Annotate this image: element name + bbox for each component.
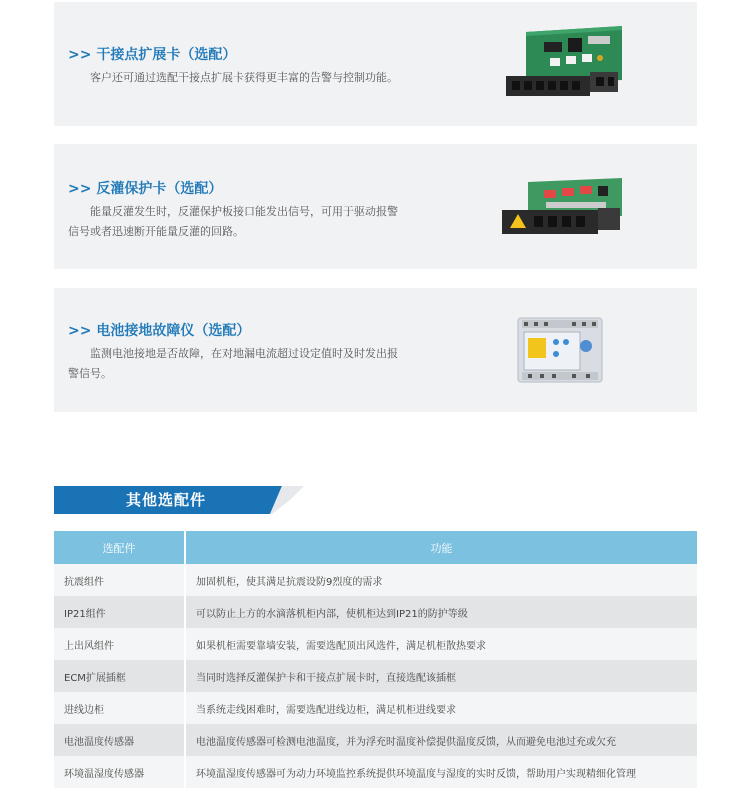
card-backfeed-protection (54, 144, 697, 269)
option-name: 抗震组件 (54, 564, 185, 596)
option-name: IP21组件 (54, 596, 185, 628)
option-name: 环境温湿度传感器 (54, 756, 185, 788)
table-row (54, 564, 697, 596)
card-title: >> 反灌保护卡（选配） (68, 181, 223, 197)
card-description: 监测电池接地是否故障，在对地漏电流超过设定值时及时发出报警信号。 (68, 347, 398, 380)
option-name: 上出风组件 (54, 628, 185, 660)
table-row (54, 628, 697, 660)
option-function: 电池温度传感器可检测电池温度，并为浮充时温度补偿提供温度反馈，从而避免电池过充或欠充 (185, 724, 697, 756)
option-function: 加固机柜，使其满足抗震设防9烈度的需求 (185, 564, 697, 596)
option-function: 如果机柜需要靠墙安装，需要选配顶出风选件，满足机柜散热要求 (185, 628, 697, 660)
backfeed-protection-card-image (500, 176, 624, 238)
table-row (54, 724, 697, 756)
table-row (54, 660, 697, 692)
table-header-row (54, 531, 697, 564)
header-function: 功能 (185, 531, 697, 564)
card-title: >> 干接点扩展卡（选配） (68, 47, 237, 63)
header-option: 选配件 (54, 531, 185, 564)
option-function: 当同时选择反灌保护卡和干接点扩展卡时，直接选配该插框 (185, 660, 697, 692)
table-row (54, 596, 697, 628)
table-row (54, 756, 697, 788)
section-banner (54, 486, 304, 514)
card-dry-contact (54, 2, 697, 126)
option-function: 可以防止上方的水滴落机柜内部，使机柜达到IP21的防护等级 (185, 596, 697, 628)
option-name: ECM扩展插框 (54, 660, 185, 692)
card-description: 能量反灌发生时，反灌保护板接口能发出信号，可用于驱动报警信号或者迅速断开能量反灌的回路。 (68, 205, 398, 238)
dry-contact-expansion-card-image (504, 24, 624, 100)
option-function: 当系统走线困难时，需要选配进线边柜，满足机柜进线要求 (185, 692, 697, 724)
battery-ground-fault-detector-image (514, 316, 606, 384)
option-name: 进线边柜 (54, 692, 185, 724)
card-battery-ground-fault (54, 288, 697, 412)
table-row (54, 692, 697, 724)
option-name: 电池温度传感器 (54, 724, 185, 756)
card-title: >> 电池接地故障仪（选配） (68, 323, 251, 339)
options-table (54, 531, 697, 788)
section-title: 其他选配件 (126, 491, 207, 509)
option-function: 环境温湿度传感器可为动力环境监控系统提供环境温度与湿度的实时反馈，帮助用户实现精细化管理 (185, 756, 697, 788)
card-description: 客户还可通过选配干接点扩展卡获得更丰富的告警与控制功能。 (90, 71, 398, 84)
